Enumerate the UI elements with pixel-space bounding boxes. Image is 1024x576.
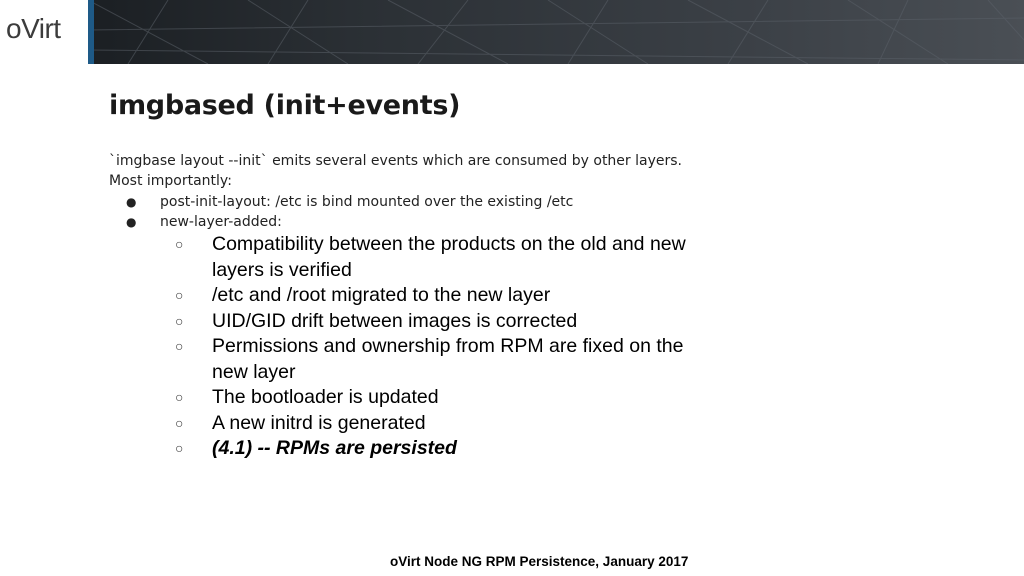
- sub-bullet-text: A new initrd is generated: [212, 411, 426, 434]
- sub-bullet-item: [172, 334, 712, 385]
- sub-bullet-marker: ○: [175, 440, 184, 456]
- sub-bullet-text: Compatibility between the products on the old and new layers is verified: [212, 233, 686, 281]
- sub-bullet-list: [172, 232, 712, 462]
- intro-line-2: Most importantly:: [109, 173, 232, 189]
- bullet-text: new-layer-added:: [160, 214, 282, 230]
- intro-text: [109, 151, 749, 191]
- sub-bullet-item: [172, 309, 712, 335]
- slide-footer: oVirt Node NG RPM Persistence, January 2017: [390, 554, 689, 569]
- sub-bullet-item: [172, 436, 712, 462]
- ovirt-logo: oVirt: [6, 13, 61, 44]
- slide-title: imgbased (init+events): [109, 90, 461, 121]
- sub-bullet-item: [172, 232, 712, 283]
- bullet-text: post-init-layout: /etc is bind mounted over the existing /etc: [160, 194, 574, 210]
- sub-bullet-marker: ○: [175, 236, 184, 252]
- sub-bullet-marker: ○: [175, 389, 184, 405]
- bullet-marker: ●: [126, 195, 137, 209]
- sub-bullet-text: UID/GID drift between images is corrected: [212, 309, 578, 332]
- sub-bullet-marker: ○: [175, 338, 184, 354]
- header-pattern: [88, 0, 1024, 64]
- sub-bullet-marker: ○: [175, 287, 184, 303]
- sub-bullet-text: Permissions and ownership from RPM are fixed on the new layer: [212, 335, 684, 383]
- sub-bullet-marker: ○: [175, 312, 184, 329]
- intro-line-1: `imgbase layout --init` emits several events which are consumed by other layers.: [109, 153, 682, 169]
- sub-bullet-text: The bootloader is updated: [212, 386, 439, 408]
- header-band: [88, 0, 1024, 64]
- sub-bullet-marker: ○: [175, 414, 184, 431]
- sub-bullet-text: (4.1) -- RPMs are persisted: [212, 437, 457, 459]
- logo-area: [0, 0, 88, 64]
- bullet-marker: ●: [126, 215, 137, 229]
- sub-bullet-item: [172, 411, 712, 437]
- sub-bullet-item: [172, 283, 712, 309]
- sub-bullet-text: /etc and /root migrated to the new layer: [212, 284, 551, 306]
- header-accent-bar: [88, 0, 94, 64]
- sub-bullet-item: [172, 385, 712, 411]
